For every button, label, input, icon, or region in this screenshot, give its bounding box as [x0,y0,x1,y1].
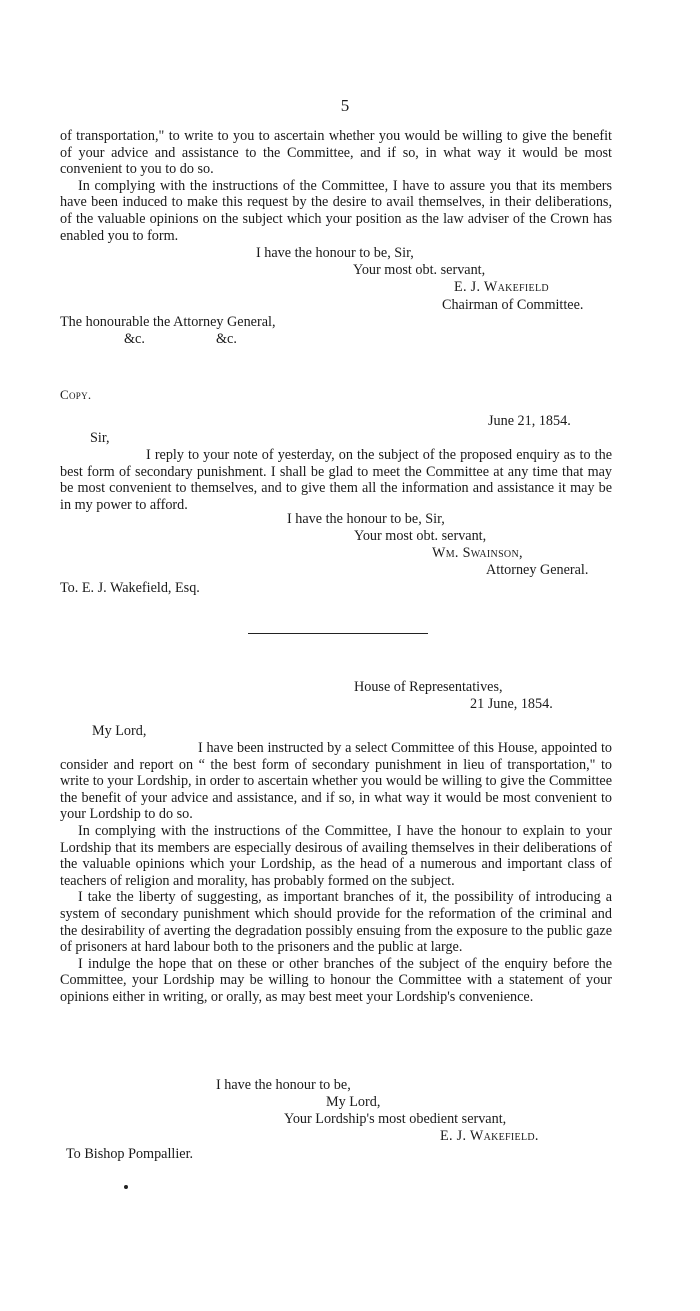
letter2-signer-title: Attorney General. [486,562,589,578]
letter2-body [60,447,612,513]
letter2-paragraph: I reply to your note of yesterday, on the subject of the proposed enquiry as to the best form of secondary punishment. I shall be glad to meet the Committee at any time that may be most convenient to themselves, and to give them all the information and assistance it may be in my power to afford. [60,447,612,513]
letter3-closing-1: I have the honour to be, [216,1077,351,1093]
letter3-paragraph-3: I take the liberty of suggesting, as important branches of it, the possibility of introducing a system of secondary punishment which should provide for the reformation of the criminal and the desirability of averting the degradation possibly ensuing from the exposure to the public gaze of prisoners at hard labour both to the prisoners and the public at large. [60,889,612,956]
letter2-salutation: Sir, [90,430,110,446]
letter3-place: House of Representatives, [354,679,503,695]
letter1-paragraph-2: In complying with the instructions of the Committee, I have to assure you that its members have been induced to make this request by the desire to avail themselves, in their deliberations, of the valuable opinions on the subject which your position as the law adviser of the Crown has enabled you to form. [60,177,612,244]
letter3-body [60,740,612,1006]
letter1-etc-1: &c. [124,331,145,347]
letter3-paragraph-4: I indulge the hope that on these or other branches of the subject of the enquiry before the Committee, your Lordship may be willing to honour the Committee with a statement of your opinions either in writing, or orally, as may best meet your Lordship's convenience. [60,955,612,1005]
letter1-body [60,128,612,244]
letter1-paragraph-1: of transportation," to write to you to ascertain whether you would be willing to give the benefit of your advice and assistance to the Committee, and if so, in what way it would be most convenient to you to do so. [60,128,612,178]
letter1-signer-title: Chairman of Committee. [442,297,584,313]
letter1-closing-2: Your most obt. servant, [353,262,486,278]
letter1-signer: E. J. Wakefield [454,279,549,295]
section-divider [248,633,428,634]
letter2-addressee: To. E. J. Wakefield, Esq. [60,580,200,596]
letter3-salutation: My Lord, [92,723,147,739]
letter3-closing-2: My Lord, [326,1094,381,1110]
letter1-etc-2: &c. [216,331,237,347]
page-number: 5 [340,96,350,115]
letter3-paragraph-1: I have been instructed by a select Committee of this House, appointed to consider and report on “ the best form of secondary punishment in lieu of transportation," to write to your Lordship, in order to ascertain whether you would be willing to give the Committee the benefit of your advice and assistance, and if so, in what way it would be most convenient to your Lordship to do so. [60,740,613,823]
letter1-addressee: The honourable the Attorney General, [60,314,276,330]
letter3-paragraph-2: In complying with the instructions of the Committee, I have the honour to explain to your Lordship that its members are especially desirous of availing themselves in their deliberations of the valuable opinions which your Lordship, as the head of a numerous and important class of teachers of religion and morality, has probably formed on the subject. [60,822,612,889]
letter2-closing-2: Your most obt. servant, [354,528,487,544]
copy-heading: Copy. [60,387,92,402]
ink-dot [124,1185,128,1189]
letter2-signer: Wm. Swainson, [432,545,523,561]
letter3-date: 21 June, 1854. [470,696,553,712]
letter1-closing-1: I have the honour to be, Sir, [256,245,414,261]
letter2-closing-1: I have the honour to be, Sir, [287,511,445,527]
letter3-addressee: To Bishop Pompallier. [66,1146,194,1162]
letter2-date: June 21, 1854. [488,413,571,429]
letter3-closing-3: Your Lordship's most obedient servant, [284,1111,507,1127]
letter3-signer: E. J. Wakefield. [440,1128,539,1144]
